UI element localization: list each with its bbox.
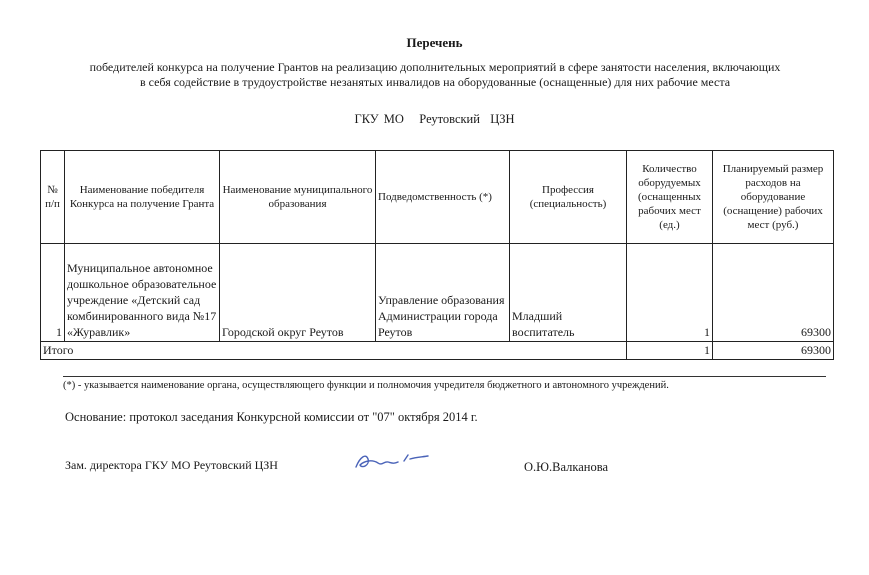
header-municipality: Наименование муниципального образования bbox=[220, 151, 376, 244]
subtitle-line-2: в себя содействие в трудоустройстве незанятых инвалидов на оборудованные (оснащенные) для них рабочие места bbox=[139, 75, 731, 89]
document-subtitle bbox=[35, 60, 835, 90]
cell-subordination: Управление образования Администрации города Реутов bbox=[376, 244, 510, 342]
total-label: Итого bbox=[41, 342, 627, 360]
winners-table bbox=[40, 150, 834, 360]
cell-places: 1 bbox=[627, 244, 713, 342]
document-title: Перечень bbox=[406, 35, 463, 50]
total-expenses: 69300 bbox=[713, 342, 834, 360]
organization-name: ГКУ МО Реутовский ЦЗН bbox=[354, 112, 515, 126]
cell-profession: Младший воспитатель bbox=[510, 244, 627, 342]
header-subordination: Подведомственность (*) bbox=[376, 151, 510, 244]
basis-text: Основание: протокол заседания Конкурсной комиссии от "07" октября 2014 г. bbox=[65, 410, 478, 424]
handwritten-signature bbox=[352, 447, 432, 477]
footnote: (*) - указывается наименование органа, осуществляющего функции и полномочия учредителя бюджетного и автономного учреждений. bbox=[63, 380, 669, 391]
header-winner: Наименование победителя Конкурса на получение Гранта bbox=[65, 151, 220, 244]
cell-num: 1 bbox=[41, 244, 65, 342]
header-profession: Профессия (специальность) bbox=[510, 151, 627, 244]
table-total-row bbox=[41, 342, 834, 360]
signer-name: О.Ю.Валканова bbox=[524, 460, 609, 474]
cell-municipality: Городской округ Реутов bbox=[220, 244, 376, 342]
header-expenses: Планируемый размер расходов на оборудование (оснащение) рабочих мест (руб.) bbox=[713, 151, 834, 244]
table-row bbox=[41, 244, 834, 342]
cell-winner: Муниципальное автономное дошкольное образовательное учреждение «Детский сад комбинированного вида №17 «Журавлик» bbox=[65, 244, 220, 342]
header-num: № п/п bbox=[41, 151, 65, 244]
subtitle-line-1: победителей конкурса на получение Грантов на реализацию дополнительных мероприятий в сфере занятости населения, включающих bbox=[89, 60, 781, 74]
cell-expenses: 69300 bbox=[713, 244, 834, 342]
header-places: Количество оборудуемых (оснащенных рабочих мест (ед.) bbox=[627, 151, 713, 244]
table-header-row bbox=[41, 151, 834, 244]
total-places: 1 bbox=[627, 342, 713, 360]
signer-position: Зам. директора ГКУ МО Реутовский ЦЗН bbox=[65, 458, 278, 472]
footnote-divider bbox=[63, 376, 826, 377]
